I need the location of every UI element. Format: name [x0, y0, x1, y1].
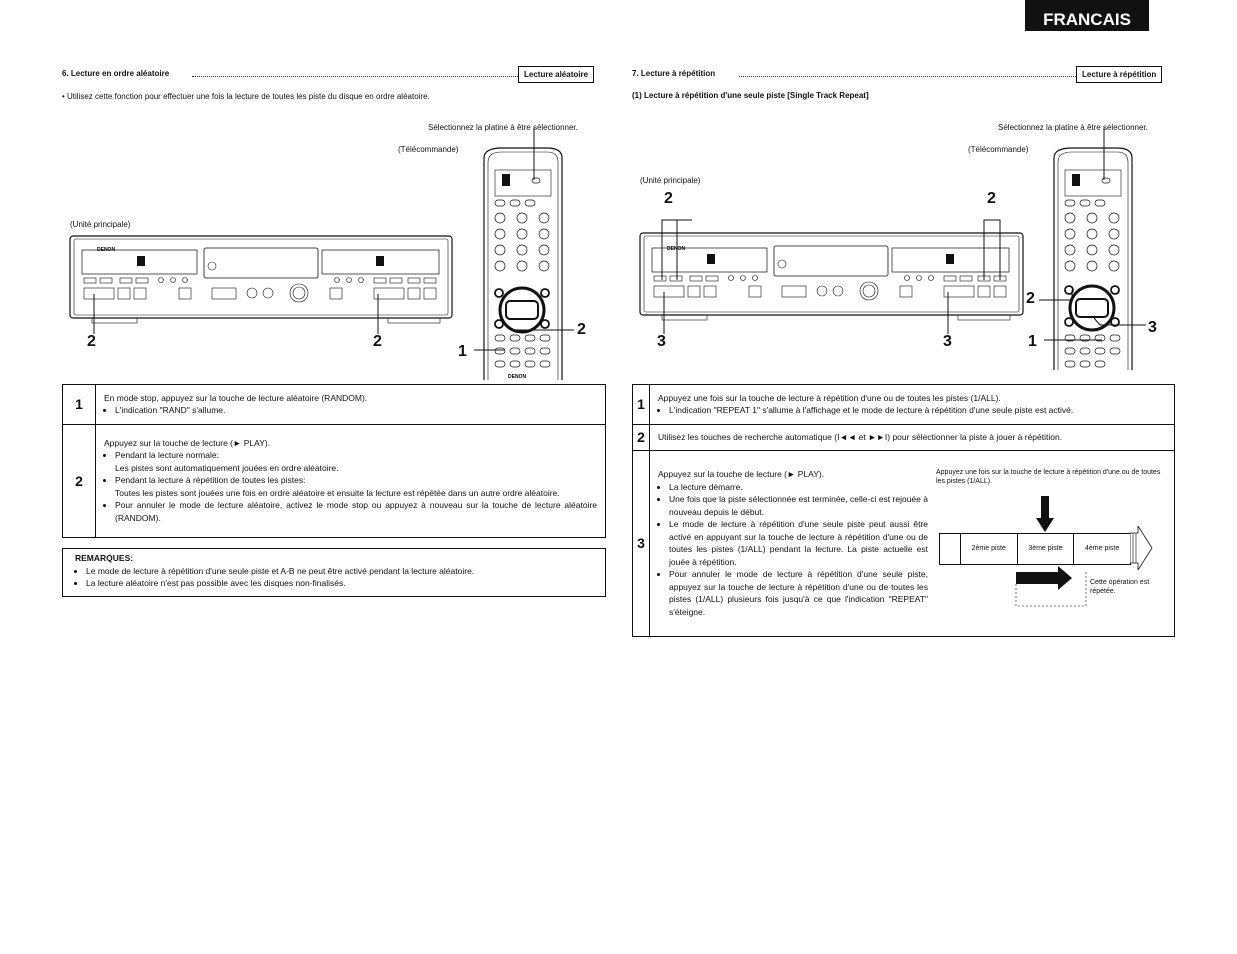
- remote-label: (Télécommande): [398, 145, 459, 154]
- remote-control: [1054, 148, 1132, 370]
- track-strip: [939, 533, 1131, 565]
- section-badge-repeat: Lecture à répétition: [1076, 66, 1162, 83]
- callout-2c: 2: [1026, 290, 1035, 307]
- diagram-caption: Appuyez une fois sur la touche de lecture à répétition d'une ou de toutes les pistes (1/ALL).: [936, 469, 1161, 485]
- language-tab: FRANCAIS: [1025, 0, 1149, 31]
- callout-2a: 2: [664, 190, 673, 207]
- leader-dots: [739, 76, 1076, 77]
- select-deck-label: Sélectionnez la platine à être sélectionner.: [428, 123, 578, 132]
- callout-2b: 2: [987, 190, 996, 207]
- svg-text:DENON: DENON: [97, 247, 116, 253]
- step-number: 2: [633, 425, 650, 451]
- section-title-random: 6. Lecture en ordre aléatoire: [62, 69, 170, 78]
- callout-3a: 3: [657, 333, 666, 350]
- select-deck-label: Sélectionnez la platine à être sélectionner.: [998, 123, 1148, 132]
- subsection-title: (1) Lecture à répétition d'une seule piste [Single Track Repeat]: [632, 91, 869, 100]
- track-4: 4ème piste: [1073, 534, 1130, 564]
- step-text: Appuyez sur la touche de lecture (► PLAY). • Pendant la lecture normale: Les pistes sont automatiquement jouées en ordre aléatoire. • Pendant la lecture à répétition de toutes les pistes: Toutes les pistes sont jouées une fois en ordre aléatoire et ensuite la lecture est répétée dans un autre ordre aléatoire. • Pour annuler le mode de lecture aléatoire, activez le mode stop ou appuyez à nouveau sur la touche de lecture aléatoire (RANDOM).: [96, 425, 606, 538]
- repeat-diagram: [936, 468, 1166, 608]
- step-number: 2: [63, 425, 96, 538]
- down-arrow-icon: [1036, 496, 1054, 532]
- callout-1: 1: [1028, 333, 1037, 350]
- main-unit-label: (Unité principale): [70, 220, 131, 229]
- callout-3c: 3: [1148, 319, 1157, 336]
- section-title-repeat: 7. Lecture à répétition: [632, 69, 716, 78]
- svg-text:DENON: DENON: [667, 246, 686, 252]
- svg-text:DENON: DENON: [508, 374, 527, 380]
- right-figure: [632, 130, 1177, 375]
- track-2: 2ème piste: [960, 534, 1017, 564]
- left-steps-table: [62, 384, 606, 538]
- remote-label: (Télécommande): [968, 145, 1029, 154]
- step-text: En mode stop, appuyez sur la touche de lecture aléatoire (RANDOM). • L'indication "RAND" s'allume.: [96, 385, 606, 425]
- cd-recorder-unit: [70, 236, 452, 323]
- section-badge-random: Lecture aléatoire: [518, 66, 594, 83]
- callout-2c: 2: [577, 321, 586, 338]
- right-steps-table: [632, 384, 1175, 637]
- strip-end-arrow-icon: [1130, 526, 1154, 570]
- remote-control: [484, 148, 562, 380]
- step-text: Utilisez les touches de recherche automatique (I◄◄ et ►►I) pour sélectionner la piste à jouer à répétition.: [650, 425, 1175, 451]
- track-3: 3ème piste: [1017, 534, 1074, 564]
- leader-dots: [192, 76, 518, 77]
- step-text: Appuyez une fois sur la touche de lecture à répétition d'une ou de toutes les pistes (1/ALL). • L'indication "REPEAT 1" s'allume à l'affichage et le mode de lecture à répétition d'une seule piste est activé.: [650, 385, 1175, 425]
- callout-1: 1: [458, 343, 467, 360]
- step-text: Appuyez sur la touche de lecture (► PLAY). • La lecture démarre. • Une fois que la piste sélectionnée est terminée, celle-ci est rejouée à nouveau depuis le début. • Le mode de lecture à répétition d'une seule piste peut aussi être activé en appuyant sur la touche de lecture à répétition d'une ou de toutes les pistes (1/ALL) pendant la lecture. La piste actuelle est jouée à répétition. • Pour annuler le mode de lecture à répétition d'une seule piste, appuyez sur la touche de lecture à répétition d'une ou de toutes les pistes (1/ALL) plusieurs fois jusqu'à ce que l'indication "REPEAT" s'éteigne. Appuyez une fois sur la touche de lecture à répétition d'une ou de toutes les pistes (1/ALL). 2ème piste 3ème piste 4ème piste Cette opération est répétée.: [650, 451, 1175, 637]
- left-figure: [62, 130, 582, 380]
- remarks-box: REMARQUES: • Le mode de lecture à répétition d'une seule piste et A-B ne peut être activé pendant la lecture aléatoire. • La lecture aléatoire n'est pas possible avec les disques non-finalisés.: [62, 548, 606, 597]
- step-number: 3: [633, 451, 650, 637]
- main-unit-label: (Unité principale): [640, 176, 701, 185]
- repeat-label: Cette opération est répétée.: [1090, 579, 1150, 595]
- repeat-arrow-icon: [1014, 566, 1088, 610]
- callout-2a: 2: [87, 333, 96, 350]
- callout-3b: 3: [943, 333, 952, 350]
- intro-text: • Utilisez cette fonction pour effectuer une fois la lecture de toutes les piste du disque en ordre aléatoire.: [62, 92, 430, 101]
- step-number: 1: [63, 385, 96, 425]
- callout-2b: 2: [373, 333, 382, 350]
- cd-recorder-unit: [640, 233, 1023, 320]
- step-number: 1: [633, 385, 650, 425]
